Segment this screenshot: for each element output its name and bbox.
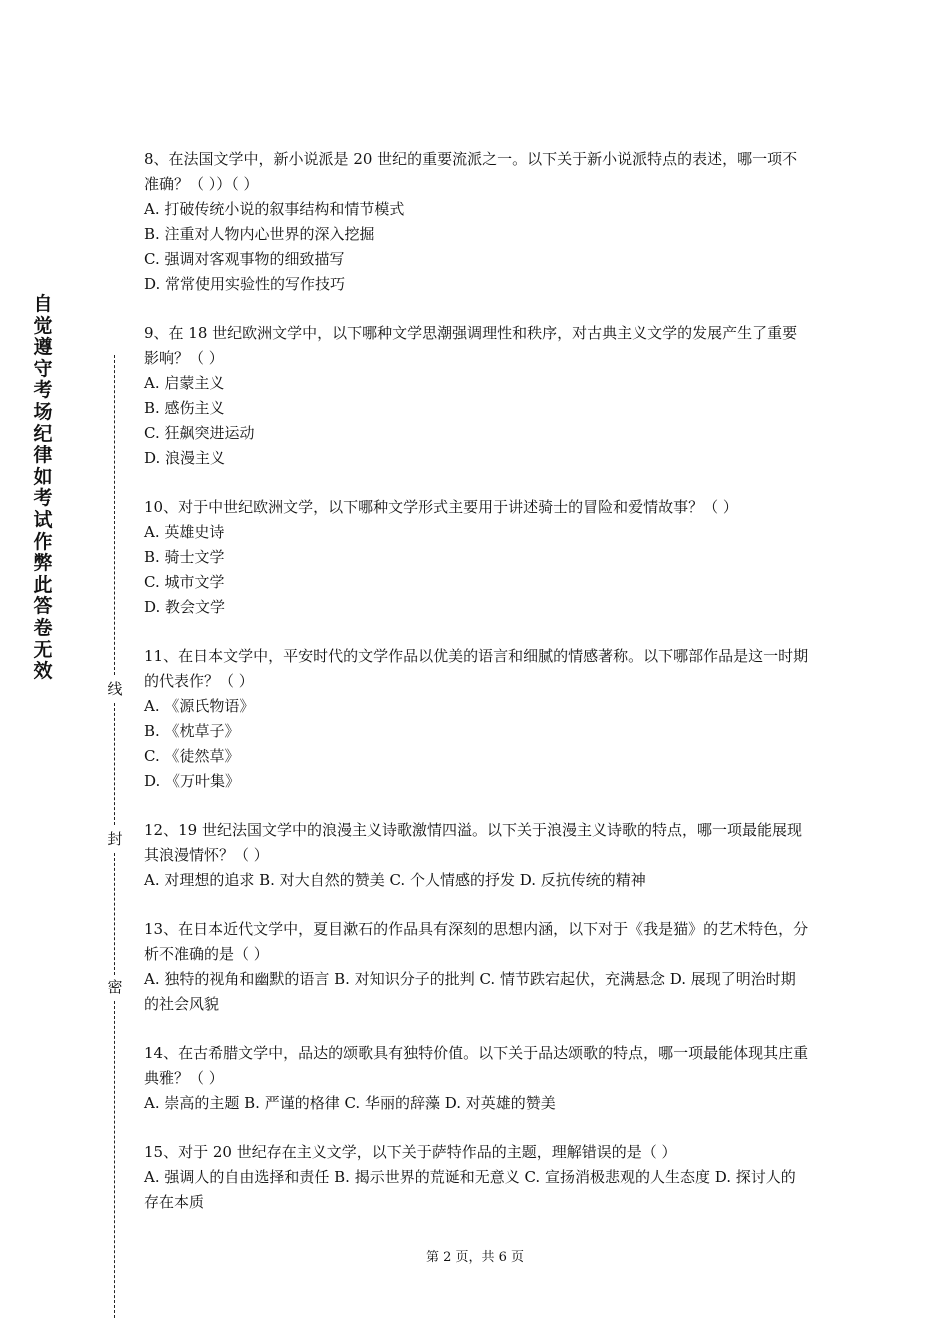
- question-option: C. 城市文学: [144, 573, 225, 591]
- binding-label-seal: 封: [107, 830, 123, 848]
- question-option: A. 英雄史诗: [144, 523, 225, 541]
- question-options-inline: A. 独特的视角和幽默的语言 B. 对知识分子的批判 C. 情节跌宕起伏，充满悬念 D. 展现了明治时期的社会风貌: [144, 970, 796, 1013]
- question-13: [144, 917, 810, 1017]
- question-option: B. 《枕草子》: [144, 722, 240, 740]
- question-option: C. 《徒然草》: [144, 747, 240, 765]
- question-options-inline: A. 强调人的自由选择和责任 B. 揭示世界的荒诞和无意义 C. 宣扬消极悲观的人生态度 D. 探讨人的存在本质: [144, 1168, 796, 1211]
- question-option: A. 启蒙主义: [144, 374, 225, 392]
- binding-dashed-line: [114, 703, 115, 825]
- binding-label-secret: 密: [107, 978, 123, 996]
- binding-label-line: 线: [107, 680, 123, 698]
- question-options-inline: A. 对理想的追求 B. 对大自然的赞美 C. 个人情感的抒发 D. 反抗传统的精神: [144, 871, 646, 889]
- question-option: D. 浪漫主义: [144, 449, 226, 467]
- exam-discipline-notice: 自觉遵守考场纪律如考试作弊此答卷无效: [33, 293, 53, 683]
- question-12: [144, 818, 810, 893]
- question-9: [144, 321, 810, 471]
- binding-dashed-line: [114, 853, 115, 975]
- binding-dashed-line: [114, 355, 115, 675]
- question-15: [144, 1140, 810, 1215]
- question-stem: 9、在 18 世纪欧洲文学中，以下哪种文学思潮强调理性和秩序，对古典主义文学的发展产生了重要影响？（ ）: [144, 324, 798, 367]
- question-option: C. 强调对客观事物的细致描写: [144, 250, 345, 268]
- question-list: [144, 147, 810, 1239]
- question-option: D. 《万叶集》: [144, 772, 241, 790]
- question-option: D. 常常使用实验性的写作技巧: [144, 275, 346, 293]
- question-11: [144, 644, 810, 794]
- question-option: A. 《源氏物语》: [144, 697, 255, 715]
- question-option: B. 骑士文学: [144, 548, 225, 566]
- question-stem: 8、在法国文学中，新小说派是 20 世纪的重要流派之一。以下关于新小说派特点的表述，哪一项不准确？（ ））（ ）: [144, 150, 798, 193]
- question-stem: 15、对于 20 世纪存在主义文学，以下关于萨特作品的主题，理解错误的是（ ）: [144, 1143, 677, 1161]
- question-stem: 11、在日本文学中，平安时代的文学作品以优美的语言和细腻的情感著称。以下哪部作品是这一时期的代表作？（ ）: [144, 647, 809, 690]
- question-option: B. 注重对人物内心世界的深入挖掘: [144, 225, 375, 243]
- question-option: D. 教会文学: [144, 598, 226, 616]
- question-options-inline: A. 崇高的主题 B. 严谨的格律 C. 华丽的辞藻 D. 对英雄的赞美: [144, 1094, 556, 1112]
- question-stem: 13、在日本近代文学中，夏目漱石的作品具有深刻的思想内涵，以下对于《我是猫》的艺术特色，分析不准确的是（ ）: [144, 920, 809, 963]
- question-10: [144, 495, 810, 620]
- binding-dashed-line: [114, 1001, 115, 1318]
- question-option: A. 打破传统小说的叙事结构和情节模式: [144, 200, 405, 218]
- question-option: B. 感伤主义: [144, 399, 225, 417]
- question-stem: 14、在古希腊文学中，品达的颂歌具有独特价值。以下关于品达颂歌的特点，哪一项最能体现其庄重典雅？（ ）: [144, 1044, 809, 1087]
- page-number: 第 2 页，共 6 页: [425, 1250, 525, 1265]
- question-stem: 10、对于中世纪欧洲文学，以下哪种文学形式主要用于讲述骑士的冒险和爱情故事？（ ）: [144, 498, 738, 516]
- question-option: C. 狂飙突进运动: [144, 424, 255, 442]
- question-stem: 12、19 世纪法国文学中的浪漫主义诗歌激情四溢。以下关于浪漫主义诗歌的特点，哪一项最能展现其浪漫情怀？（ ）: [144, 821, 802, 864]
- question-8: [144, 147, 810, 297]
- question-14: [144, 1041, 810, 1116]
